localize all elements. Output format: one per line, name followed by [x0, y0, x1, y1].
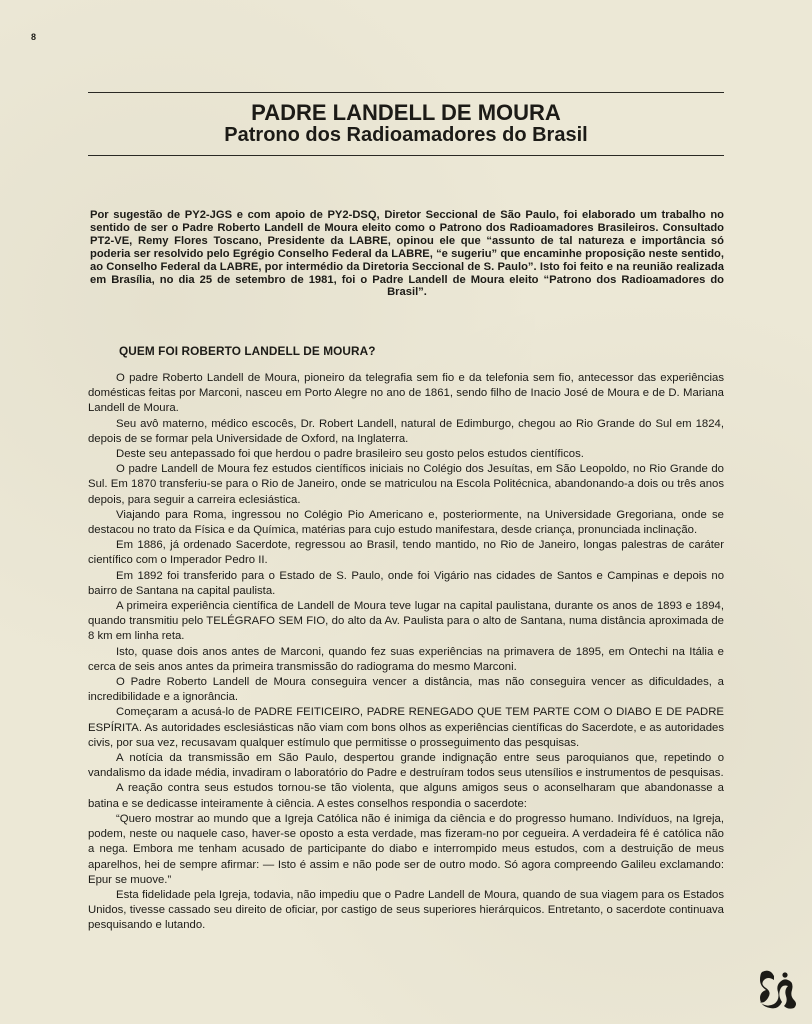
- top-rule: [88, 92, 724, 93]
- body-paragraph: “Quero mostrar ao mundo que a Igreja Católica não é inimiga da ciência e do progresso humano. Indivíduos, na Igreja, podem, neste ou naquele caso, haver-se oposto a esta verdade, mas fizeram-no por cegueira. A verdadeira fé é católica não a nega. Embora me tenham acusado de participante do diabo e interrompido meus estudos, com a destruição de meus aparelhos, hei de sempre afirmar: — Isto é assim e não pode ser de outro modo. Só agora compreendo Galileu exclamando: Epur se muove.”: [88, 812, 724, 886]
- body-paragraph: Em 1886, já ordenado Sacerdote, regressou ao Brasil, tendo mantido, no Rio de Janeiro, longas palestras de caráter científico com o Imperador Pedro II.: [88, 539, 724, 567]
- article-body: [88, 371, 724, 934]
- body-paragraph: Viajando para Roma, ingressou no Colégio Pio Americano e, posteriormente, na Universidade Gregoriana, onde se destacou no trato da Física e da Química, matérias para cujo estudo manifestara, desde criança, pronunciada inclinação.: [88, 508, 724, 537]
- body-paragraph: Deste seu antepassado foi que herdou o padre brasileiro seu gosto pelos estudos científicos.: [116, 448, 584, 461]
- body-paragraph: Em 1892 foi transferido para o Estado de S. Paulo, onde foi Vigário nas cidades de Santos e Campinas e depois no bairro de Santana na capital paulista.: [88, 569, 724, 597]
- bottom-rule: [88, 155, 724, 156]
- body-paragraph: A notícia da transmissão em São Paulo, despertou grande indignação entre seus paroquianos que, repetindo o vandalismo da idade média, invadiram o laboratório do Padre e destruíram todos seus utensílios e instrumentos de pesquisas.: [88, 752, 724, 780]
- body-paragraph: O padre Roberto Landell de Moura, pioneiro da telegrafia sem fio e da telefonia sem fio, antecessor das experiências domésticas feitas por Marconi, nasceu em Porto Alegre no ano de 1861, sendo filho de Inacio José de Moura e de D. Mariana Landell de Moura.: [88, 372, 724, 415]
- body-paragraph: Seu avô materno, médico escocês, Dr. Robert Landell, natural de Edimburgo, chegou ao Rio Grande do Sul em 1824, depois de se formar pela Universidade de Oxford, na Inglaterra.: [88, 417, 724, 445]
- intro-paragraph: Por sugestão de PY2-JGS e com apoio de PY2-DSQ, Diretor Seccional de São Paulo, foi elaborado um trabalho no sentido de ser o Padre Roberto Landell de Moura eleito como o Patrono dos Radioamadores Brasileiros. Consultado PT2-VE, Remy Flores Toscano, Presidente da LABRE, opinou ele que “assunto de tal natureza e importância só poderia ser resolvido pelo Egrégio Conselho Federal da LABRE, “e sugeriu” que encaminhe proposição neste sentido, ao Conselho Federal da LABRE, por intermédio da Diretoria Seccional de S. Paulo”. Isto foi feito e na reunião realizada em Brasília, no dia 25 de setembro de 1981, foi o Padre Landell de Moura eleito “Patrono dos Radioamadores do Brasil”.: [90, 209, 724, 299]
- body-paragraph: Começaram a acusá-lo de PADRE FEITICEIRO, PADRE RENEGADO QUE TEM PARTE COM O DIABO E DE PADRE ESPÍRITA. As autoridades esclesiásticas não viam com bons olhos as experiências científicas do Sacerdote, e as autoridades civis, por sua vez, recusavam qualquer estímulo que permitisse o prosseguimento das pesquisas.: [88, 706, 724, 749]
- page-number: 8: [31, 32, 37, 42]
- article-title: PADRE LANDELL DE MOURA: [251, 100, 561, 125]
- body-paragraph: A primeira experiência científica de Landell de Moura teve lugar na capital paulistana, durante os anos de 1893 e 1894, quando transmitiu pelo TELÉGRAFO SEM FIO, do alto da Av. Paulista para o alto de Santana, numa distância aproximada de 8 km em linha reta.: [88, 600, 724, 643]
- body-paragraph: O padre Landell de Moura fez estudos científicos iniciais no Colégio dos Jesuítas, em São Leopoldo, no Rio Grande do Sul. Em 1870 transferiu-se para o Rio de Janeiro, onde se matriculou na Escola Politécnica, abandonando-a dois ou três anos depois, para seguir a carreira eclesiástica.: [88, 463, 724, 506]
- article-subtitle: Patrono dos Radioamadores do Brasil: [224, 124, 588, 146]
- body-paragraph: O Padre Roberto Landell de Moura conseguira vencer a distância, mas não conseguira vencer as dificuldades, a incredibilidade e a ignorância.: [88, 676, 724, 704]
- publisher-logo-icon: [758, 966, 798, 1010]
- body-paragraph: A reação contra seus estudos tornou-se tão violenta, que alguns amigos seus o aconselharam que abandonasse a batina e se dedicasse inteiramente à ciência. A estes conselhos respondia o sacerdote:: [88, 782, 724, 810]
- section-heading: QUEM FOI ROBERTO LANDELL DE MOURA?: [119, 344, 376, 358]
- body-paragraph: Isto, quase dois anos antes de Marconi, quando fez suas experiências na primavera de 1895, em Ontechi na Itália e cerca de seis anos antes da primeira transmissão do radiograma do mesmo Marconi.: [88, 645, 724, 673]
- body-paragraph: Esta fidelidade pela Igreja, todavia, não impediu que o Padre Landell de Moura, quando de sua viagem para os Estados Unidos, tivesse cassado seu direito de oficiar, por castigo de seus superiores hierárquicos. Entretanto, o sacerdote continuava pesquisando e lutando.: [88, 888, 724, 932]
